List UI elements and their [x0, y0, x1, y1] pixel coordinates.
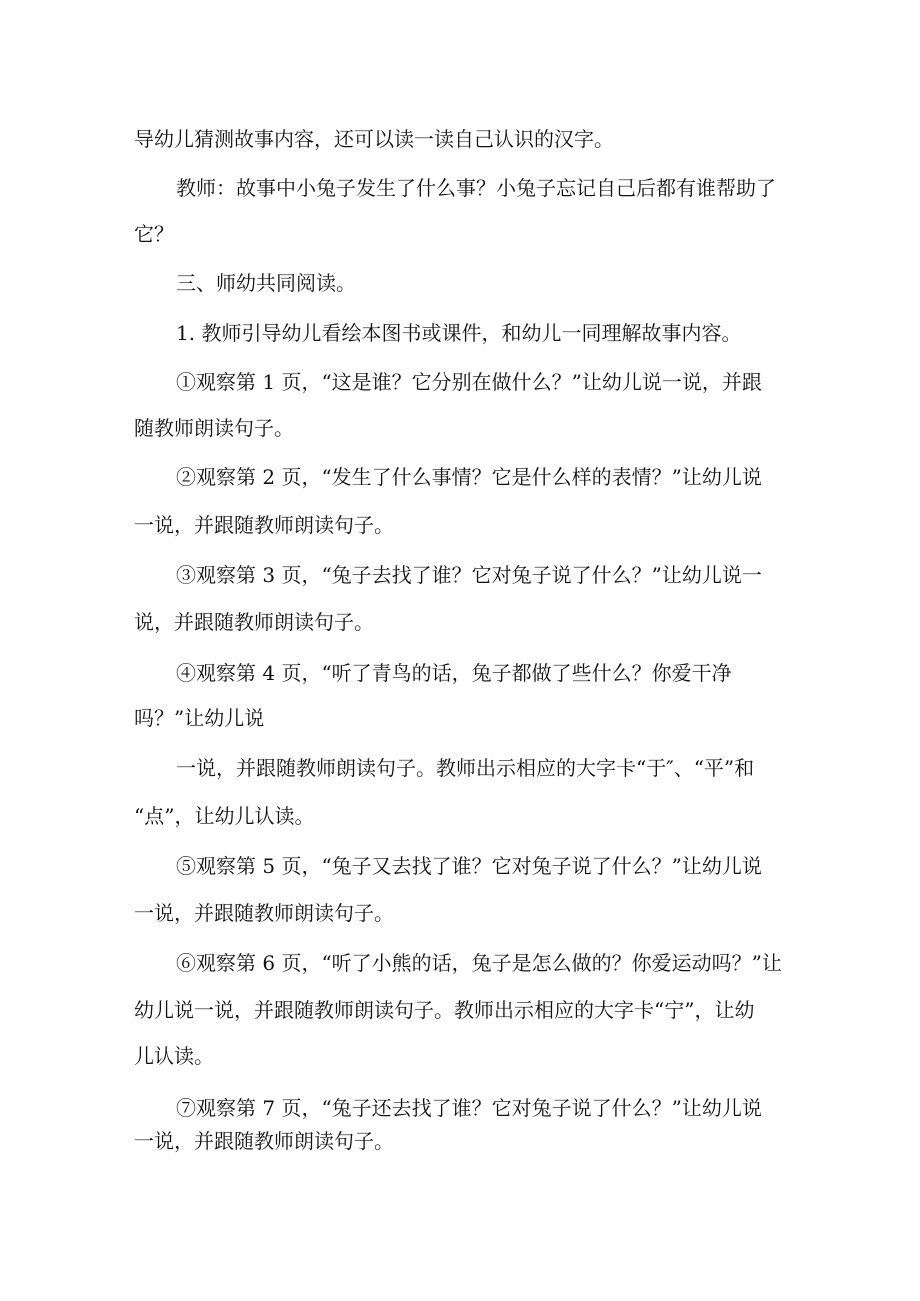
paragraph-line: 一说，并跟随教师朗读句子。 — [134, 513, 394, 537]
paragraph-line: 1. 教师引导幼儿看绘本图书或课件，和幼儿一同理解故事内容。 — [176, 321, 742, 345]
paragraph-line: ⑤观察第 5 页，“兔子又去找了谁？它对兔子说了什么？”让幼儿说 — [176, 854, 762, 878]
paragraph-line: 导幼儿猜测故事内容，还可以读一读自己认识的汉字。 — [134, 127, 614, 151]
paragraph-line: 它？ — [134, 222, 174, 246]
paragraph-line: 儿认读。 — [134, 1044, 214, 1068]
paragraph-line: “点”，让幼儿认读。 — [134, 804, 315, 828]
paragraph-line: 幼儿说一说，并跟随教师朗读句子。教师出示相应的大字卡“宁”，让幼 — [134, 998, 755, 1022]
paragraph-line: ⑦观察第 7 页，“兔子还去找了谁？它对兔子说了什么？”让幼儿说 — [176, 1096, 762, 1120]
paragraph-line: ③观察第 3 页，“兔子去找了谁？它对兔子说了什么？”让幼儿说一 — [176, 563, 762, 587]
paragraph-line: 随教师朗读句子。 — [134, 416, 294, 440]
paragraph-line: 说，并跟随教师朗读句子。 — [134, 610, 374, 634]
section-heading: 三、师幼共同阅读。 — [176, 271, 356, 295]
paragraph-line: 一说，并跟随教师朗读句子。教师出示相应的大字卡“于″、“平”和 — [176, 756, 755, 780]
paragraph-line: 一说，并跟随教师朗读句子。 — [134, 901, 394, 925]
paragraph-line: ④观察第 4 页，“听了青鸟的话，兔子都做了些什么？你爱干净 — [176, 661, 732, 685]
paragraph-line: 教师：故事中小兔子发生了什么事？小兔子忘记自己后都有谁帮助了 — [176, 176, 776, 200]
paragraph-line: 一说，并跟随教师朗读句子。 — [134, 1129, 394, 1153]
paragraph-line: ②观察第 2 页，“发生了什么事情？它是什么样的表情？”让幼儿说 — [176, 465, 762, 489]
paragraph-line: 吗？”让幼儿说 — [134, 706, 265, 730]
paragraph-line: ⑥观察第 6 页，“听了小熊的话，兔子是怎么做的？你爱运动吗？”让 — [176, 951, 782, 975]
paragraph-line: ①观察第 1 页，“这是谁？它分别在做什么？”让幼儿说一说，并跟 — [176, 370, 762, 394]
